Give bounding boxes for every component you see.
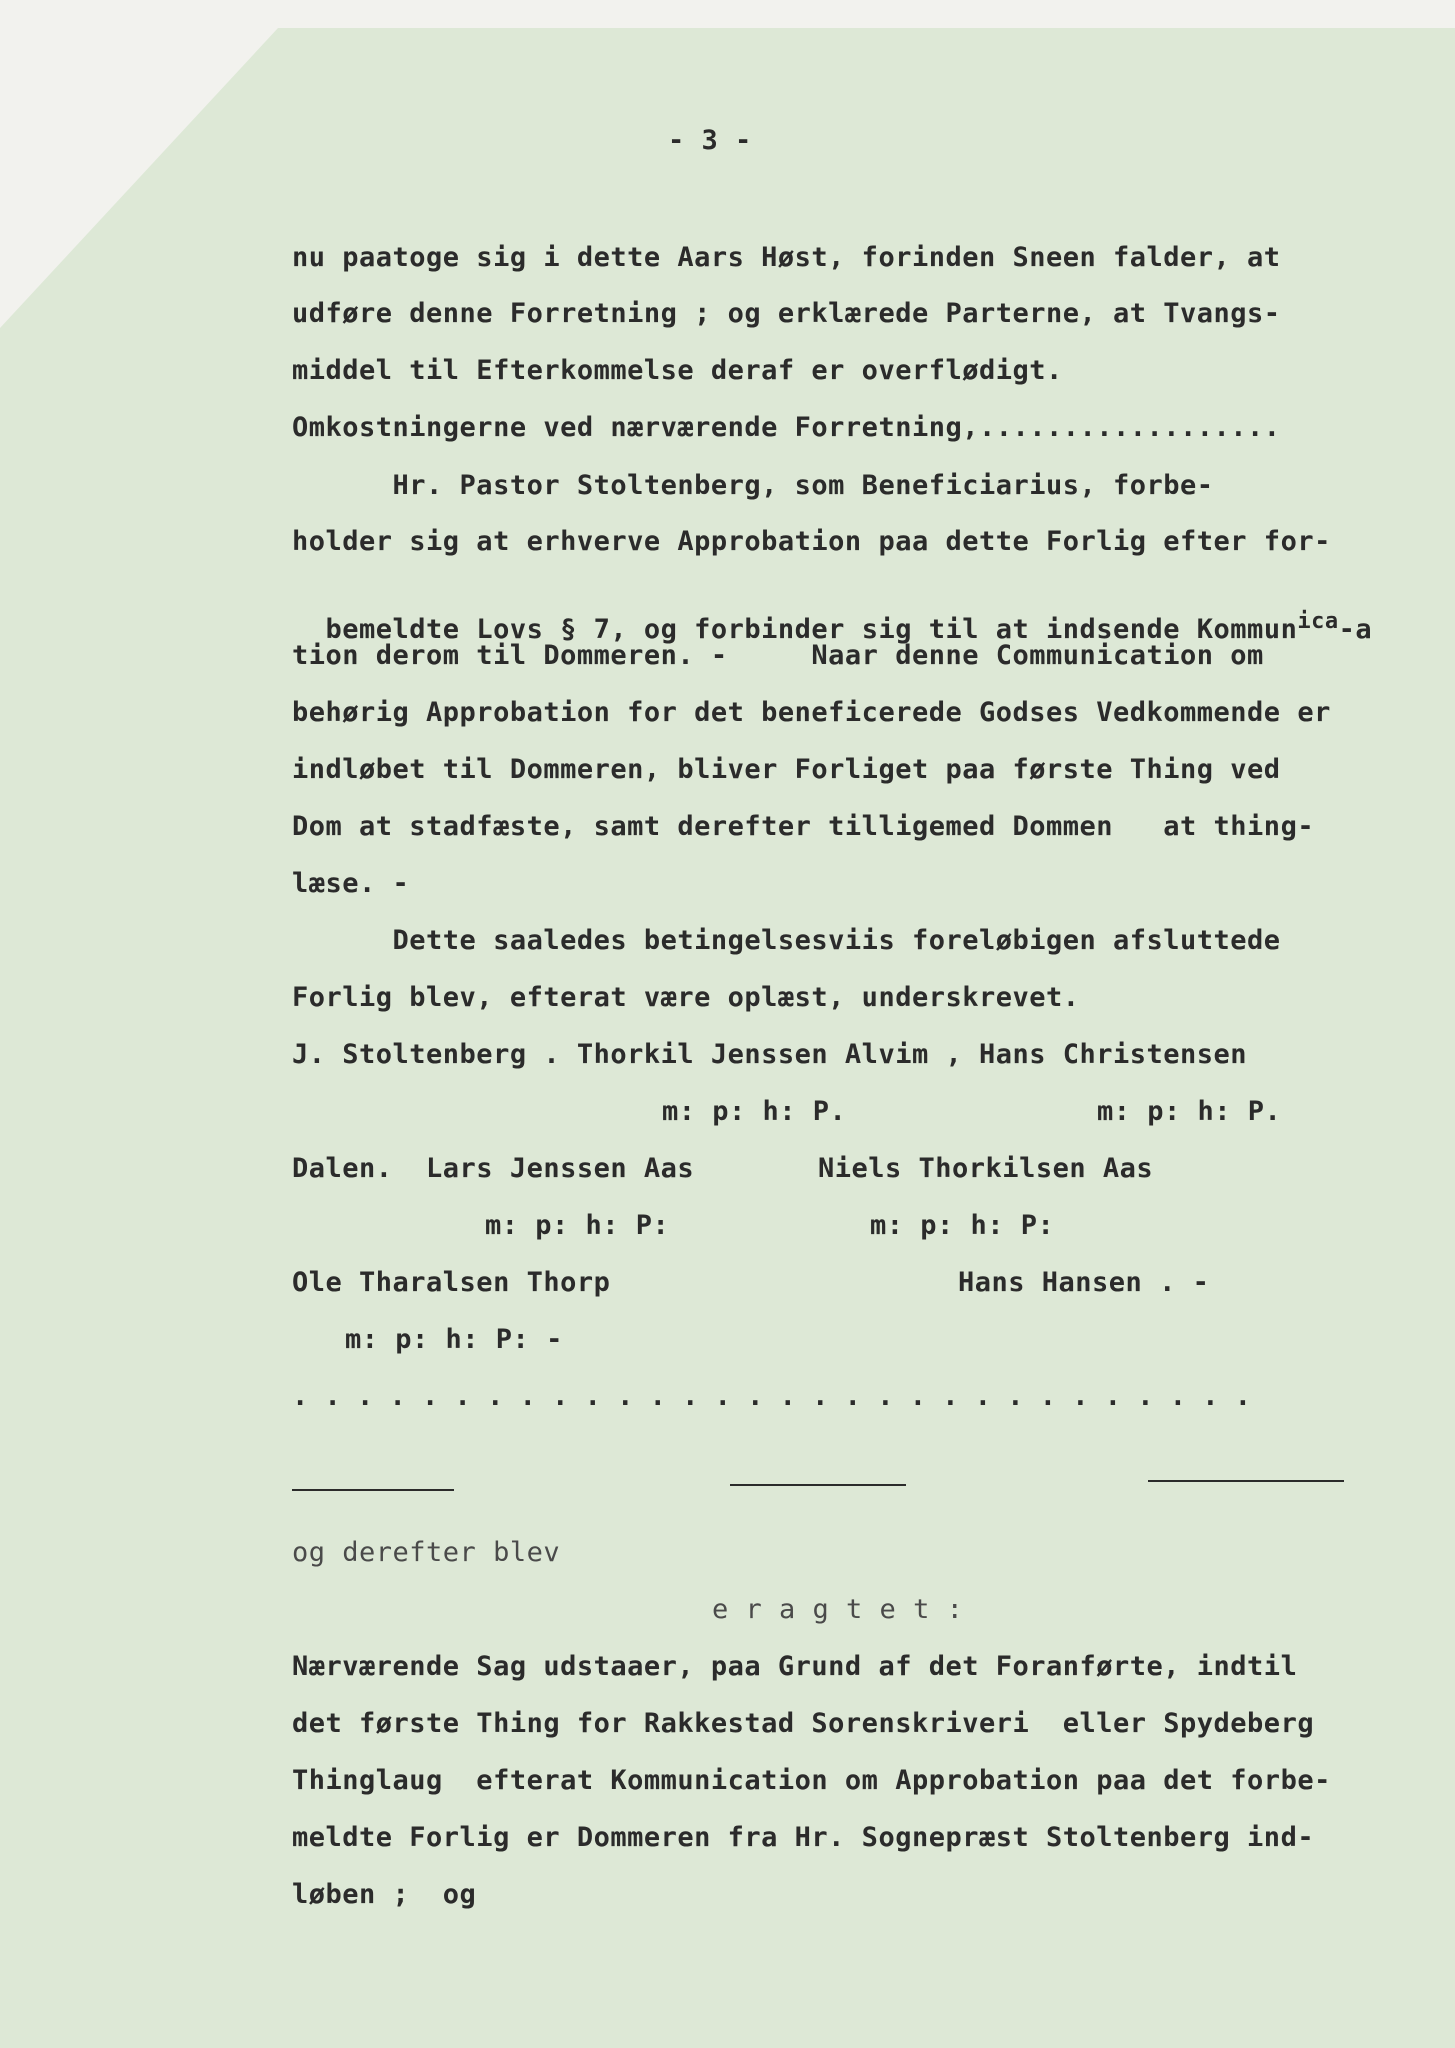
text-line: løben ; og: [292, 1879, 477, 1910]
signature-name: Hans Hansen . -: [958, 1267, 1210, 1298]
text-line: Nærværende Sag udstaaer, paa Grund af det Foranførte, indtil: [292, 1651, 1298, 1682]
dotted-separator: . . . . . . . . . . . . . . . . . . . . . . . . . . . . . .: [292, 1381, 1252, 1412]
text-line: Hr. Pastor Stoltenberg, som Beneficiarius, forbe-: [292, 470, 1214, 501]
text-line: Omkostningerne ved nærværende Forretning,..................: [292, 412, 1281, 443]
signature-mark: m: p: h: P.: [662, 1096, 847, 1127]
text-line: det første Thing for Rakkestad Sorenskriveri eller Spydeberg: [292, 1708, 1315, 1739]
signature-name: Dalen. Lars Jenssen Aas: [292, 1153, 695, 1184]
text-line: Dette saaledes betingelsesviis foreløbigen afsluttede: [292, 925, 1281, 956]
separator-rule: [292, 1489, 454, 1491]
text-line: holder sig at erhverve Approbation paa dette Forlig efter for-: [292, 526, 1331, 557]
text-fragment: -a: [1338, 614, 1373, 645]
signature-mark: m: p: h: P:: [870, 1210, 1055, 1241]
text-line: middel til Efterkommelse deraf er overflødigt.: [292, 355, 1063, 386]
signature-name: Ole Tharalsen Thorp: [292, 1267, 611, 1298]
insertion-mark: ica: [1297, 609, 1339, 634]
text-line: Dom at stadfæste, samt derefter tilligemed Dommen at thing-: [292, 811, 1315, 842]
signature-mark: m: p: h: P.: [1097, 1096, 1282, 1127]
text-line: nu paatoge sig i dette Aars Høst, forinden Sneen falder, at: [292, 242, 1281, 273]
document-page: [0, 28, 1455, 2048]
text-line: behørig Approbation for det beneficerede Godses Vedkommende er: [292, 697, 1331, 728]
signature-line: J. Stoltenberg . Thorkil Jenssen Alvim , Hans Christensen: [292, 1039, 1248, 1070]
text-line: Forlig blev, efterat være oplæst, underskrevet.: [292, 982, 1080, 1013]
text-fragment: bemeldte Lovs § 7, og forbinder sig til at indsende Kommun: [325, 614, 1298, 645]
text-line: tion derom til Dommeren. - Naar denne Communication om: [292, 640, 1264, 671]
text-line: indløbet til Dommeren, bliver Forliget paa første Thing ved: [292, 754, 1281, 785]
signature-mark: m: p: h: P:: [485, 1210, 670, 1241]
text-line: læse. -: [292, 868, 410, 899]
separator-rule: [730, 1484, 906, 1486]
page-number: - 3 -: [668, 125, 752, 156]
text-line: [292, 583, 1372, 645]
separator-rule: [1148, 1480, 1344, 1482]
section-heading: e r a g t e t :: [712, 1594, 964, 1625]
text-line: Thinglaug efterat Kommunication om Approbation paa det forbe-: [292, 1765, 1331, 1796]
text-line: og derefter blev: [292, 1537, 561, 1568]
text-line: meldte Forlig er Dommeren fra Hr. Sognepræst Stoltenberg ind-: [292, 1822, 1315, 1853]
signature-mark: m: p: h: P: -: [345, 1324, 563, 1355]
signature-name: Niels Thorkilsen Aas: [818, 1153, 1154, 1184]
text-line: udføre denne Forretning ; og erklærede Parterne, at Tvangs-: [292, 298, 1281, 329]
